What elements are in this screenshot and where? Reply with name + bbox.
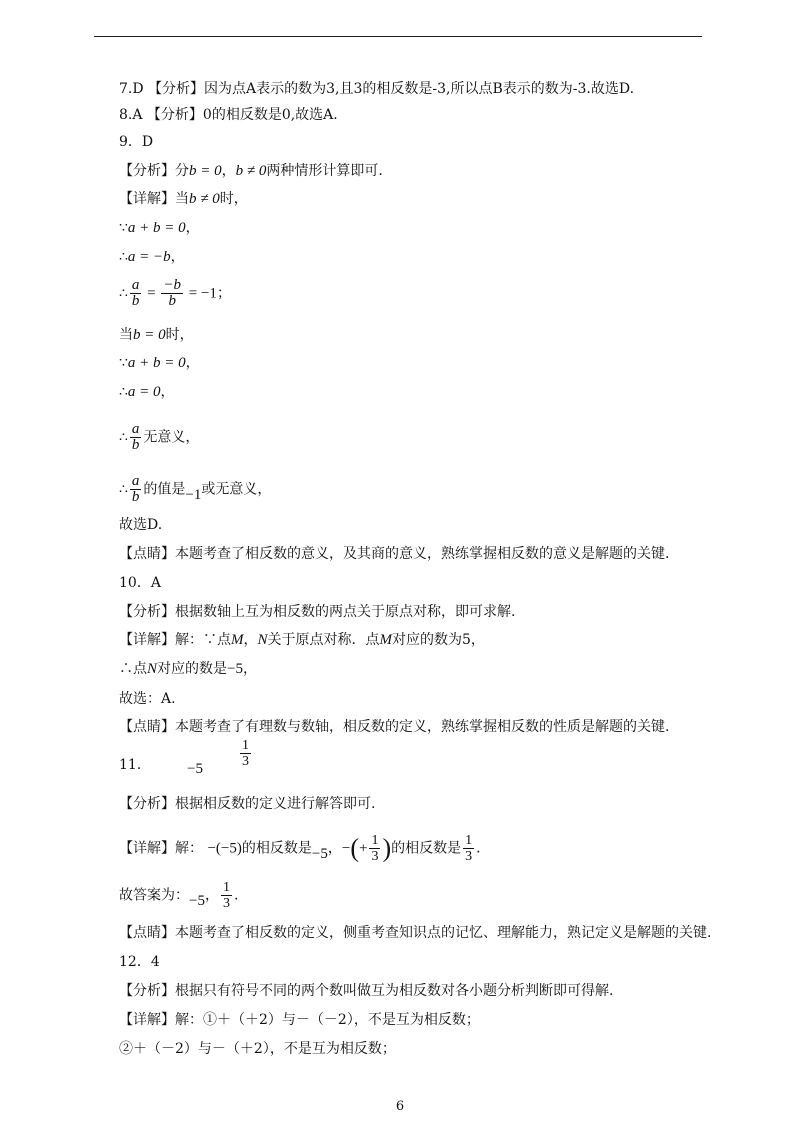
answer-9-step5: ∴a = 0， bbox=[119, 384, 175, 400]
answer-12-detail-2: ②＋（－2）与－（＋2），不是互为相反数； bbox=[119, 1041, 396, 1057]
answer-7: 7.D 【分析】因为点A表示的数为3,且3的相反数是-3,所以点B表示的数为-3.故选D. bbox=[119, 81, 635, 97]
answer-9-step3: ∴ $\frac{a}{b}$ = $\frac{-b}{b}$ = −1； bbox=[119, 277, 231, 309]
math-b-neq-0: b ≠ 0 bbox=[235, 163, 267, 179]
answer-9-step7: ∴ $\frac{a}{b}$ 的值是−1或无意义， bbox=[119, 473, 272, 505]
answer-9-step6: ∴ $\frac{a}{b}$ 无意义， bbox=[119, 421, 200, 453]
fraction-a-over-b: $\frac{a}{b}$ bbox=[131, 277, 140, 309]
math-b-eq-0: b = 0 bbox=[189, 163, 222, 179]
answer-12-number: 12．4 bbox=[119, 954, 160, 970]
answer-9-step4: ∵a + b = 0， bbox=[119, 355, 200, 371]
answer-12-detail-1: 【详解】解：①＋（＋2）与－（－2），不是互为相反数； bbox=[119, 1012, 480, 1028]
answer-10-conclusion: 故选：A. bbox=[119, 691, 176, 707]
answer-10-number: 10．A bbox=[119, 575, 161, 591]
answer-10-step: ∴点N对应的数是−5， bbox=[119, 661, 257, 677]
answer-10-comment: 【点睛】本题考查了有理数与数轴，相反数的定义，熟练掌握相反数的性质是解题的关键. bbox=[119, 719, 670, 735]
answer-11-blank2: $\frac{1}{3}$ bbox=[242, 738, 249, 769]
answer-9-case2: 当b = 0时， bbox=[119, 327, 194, 343]
header-rule bbox=[94, 36, 702, 37]
answer-11-blank1: −5 bbox=[187, 761, 203, 777]
answer-11-answer: 故答案为：−5， $\frac{1}{3}$ . bbox=[119, 880, 239, 911]
answer-8: 8.A 【分析】0的相反数是0,故选A. bbox=[119, 107, 338, 123]
answer-9-detail: 【详解】当b ≠ 0时， bbox=[119, 191, 248, 207]
answer-11-number: 11． bbox=[119, 757, 151, 773]
answer-9-analysis: 【分析】分b = 0，b ≠ 0两种情形计算即可. bbox=[119, 163, 383, 179]
answer-11-comment: 【点睛】本题考查了相反数的定义，侧重考查知识点的记忆、理解能力，熟记定义是解题的关键. bbox=[119, 925, 712, 941]
answer-9-comment: 【点睛】本题考查了相反数的意义，及其商的意义，熟练掌握相反数的意义是解题的关键. bbox=[119, 546, 670, 562]
answer-12-analysis: 【分析】根据只有符号不同的两个数叫做互为相反数对各小题分析判断即可得解. bbox=[119, 983, 614, 999]
page-number: 6 bbox=[395, 1099, 405, 1114]
answer-10-detail: 【详解】解：∵点M，N关于原点对称．点M对应的数为5， bbox=[119, 632, 485, 648]
answer-9-number: 9．D bbox=[119, 134, 154, 150]
fraction-neg-b-over-b: $\frac{-b}{b}$ bbox=[163, 277, 182, 309]
answer-11-detail: 【详解】解： −(−5)的相反数是−5，−(+ $\frac{1}{3}$ )的相反数是 $\frac{1}{3}$ . bbox=[119, 833, 481, 864]
answer-9-step2: ∴a = −b， bbox=[119, 249, 185, 265]
answer-10-analysis: 【分析】根据数轴上互为相反数的两点关于原点对称，即可求解. bbox=[119, 604, 516, 620]
answer-11-analysis: 【分析】根据相反数的定义进行解答即可. bbox=[119, 796, 376, 812]
answer-9-step1: ∵a + b = 0， bbox=[119, 220, 200, 236]
answer-9-conclusion: 故选D. bbox=[119, 517, 163, 533]
